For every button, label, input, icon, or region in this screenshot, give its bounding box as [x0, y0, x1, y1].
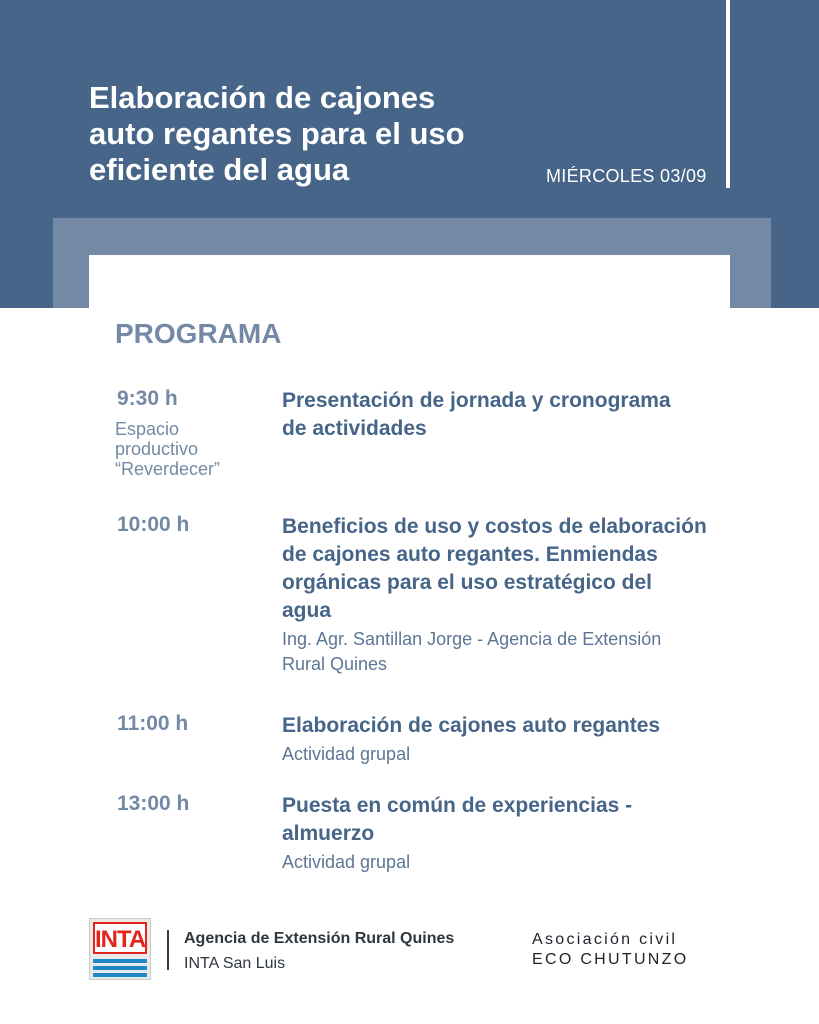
- programa-heading: PROGRAMA: [115, 318, 282, 349]
- schedule-activity: [282, 792, 752, 875]
- schedule-place-line: productivo: [115, 439, 199, 459]
- activity-title-line: de actividades: [282, 417, 427, 440]
- schedule-time: 13:00 h: [117, 792, 190, 815]
- event-title-line: eficiente del agua: [89, 152, 350, 187]
- activity-note: [282, 742, 752, 767]
- activity-note: [282, 850, 752, 875]
- event-title: [89, 80, 509, 188]
- schedule-activity: [282, 513, 752, 677]
- activity-title-line: agua: [282, 599, 332, 622]
- agency-subtitle: INTA San Luis: [184, 955, 286, 972]
- logo-stripe: [93, 973, 147, 977]
- association-line: ECO CHUTUNZO: [532, 951, 689, 968]
- activity-title-line: Puesta en común de experiencias -: [282, 794, 633, 817]
- activity-speaker-line: Ing. Agr. Santillan Jorge - Agencia de Extensión: [282, 629, 662, 649]
- schedule-time: 10:00 h: [117, 513, 190, 536]
- association-name: [532, 930, 688, 970]
- inta-logo-text: INTA: [93, 922, 147, 954]
- activity-speaker: [282, 627, 752, 677]
- activity-title: [282, 513, 752, 625]
- activity-note-line: Actividad grupal: [282, 852, 411, 872]
- activity-title: [282, 712, 752, 740]
- schedule-place-line: Espacio: [115, 419, 180, 439]
- footer-divider: [167, 930, 169, 970]
- activity-title-line: Elaboración de cajones auto regantes: [282, 714, 661, 737]
- activity-title-line: orgánicas para el uso estratégico del: [282, 571, 652, 594]
- activity-title-line: Presentación de jornada y cronograma: [282, 389, 671, 412]
- activity-speaker-line: Rural Quines: [282, 654, 388, 674]
- inta-logo: [89, 918, 151, 980]
- logo-stripe: [93, 966, 147, 970]
- activity-note-line: Actividad grupal: [282, 744, 411, 764]
- event-date: MIÉRCOLES 03/09: [546, 166, 707, 186]
- schedule-activity: [282, 712, 752, 767]
- activity-title: [282, 387, 752, 443]
- activity-title-line: almuerzo: [282, 822, 375, 845]
- activity-title: [282, 792, 752, 848]
- schedule-time: 11:00 h: [117, 712, 189, 735]
- activity-title-line: Beneficios de uso y costos de elaboración: [282, 515, 707, 538]
- content-card-top: [89, 255, 730, 315]
- activity-title-line: de cajones auto regantes. Enmiendas: [282, 543, 658, 566]
- schedule-place-line: “Reverdecer”: [115, 459, 221, 479]
- event-title-line: Elaboración de cajones: [89, 80, 436, 115]
- schedule-time: 9:30 h: [117, 387, 178, 410]
- event-title-line: auto regantes para el uso: [89, 116, 465, 151]
- agency-name: Agencia de Extensión Rural Quines: [184, 930, 455, 947]
- association-line: Asociación civil: [532, 931, 678, 948]
- schedule-place: [115, 419, 265, 479]
- schedule-activity: [282, 387, 752, 443]
- header-vertical-line: [726, 0, 730, 188]
- logo-stripe: [93, 959, 147, 963]
